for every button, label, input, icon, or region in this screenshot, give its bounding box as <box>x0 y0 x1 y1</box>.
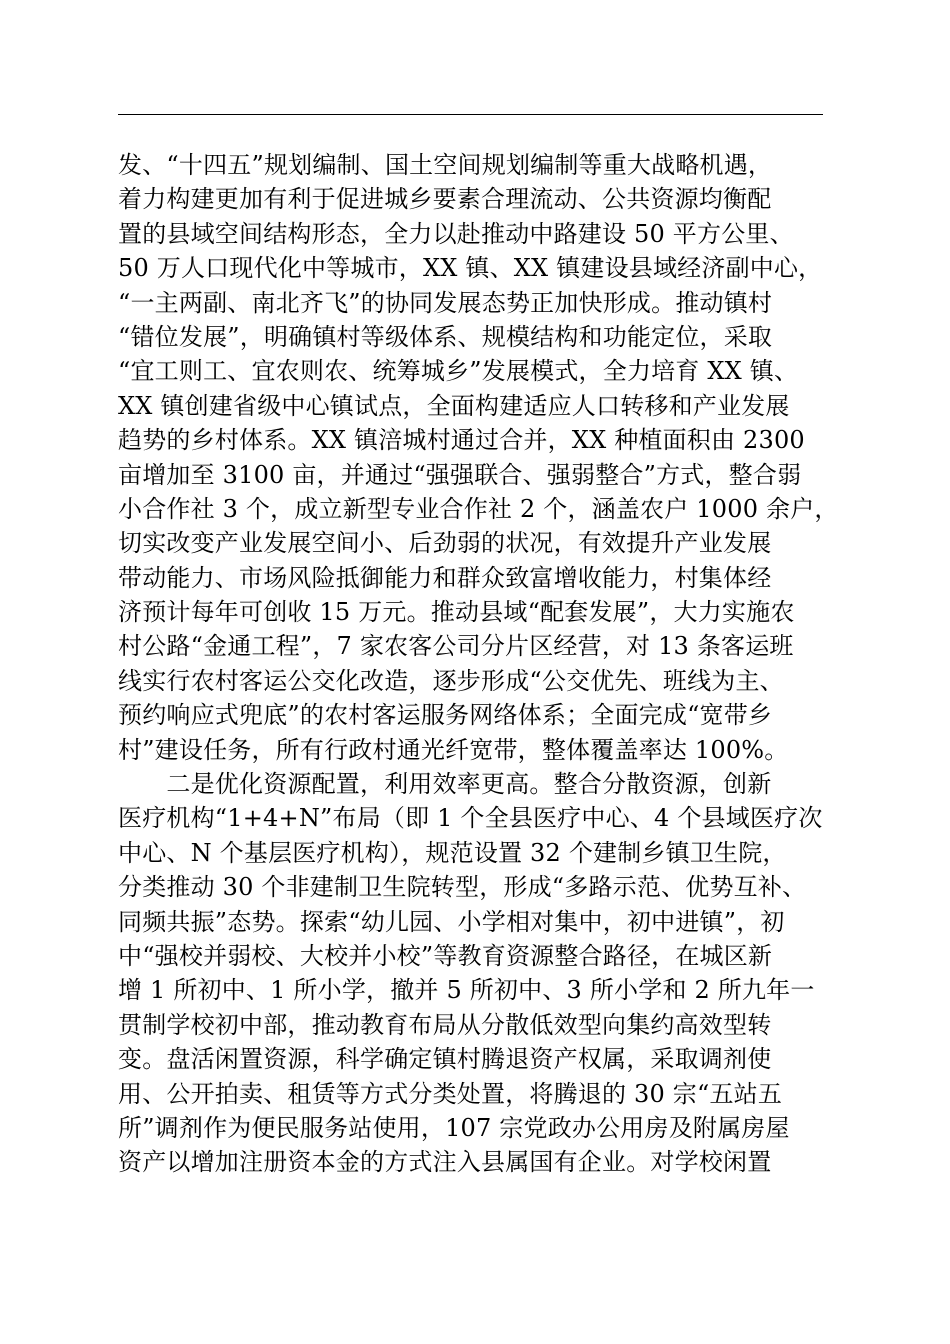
text-line: 置的县域空间结构形态，全力以赴推动中路建设 50 平方公里、 <box>118 219 794 248</box>
text-line: 济预计每年可创收 15 万元。推动县域“配套发展”，大力实施农 <box>118 598 795 627</box>
text-line: 贯制学校初中部，推动教育布局从分散低效型向集约高效型转 <box>118 1010 772 1039</box>
text-line: 趋势的乡村体系。XX 镇涪城村通过合并，XX 种植面积由 2300 <box>118 426 805 455</box>
header-rule <box>118 114 823 115</box>
text-line: 资产以增加注册资本金的方式注入县属国有企业。对学校闲置 <box>118 1148 772 1177</box>
document-body <box>118 148 839 1180</box>
text-line: 中“强校并弱校、大校并小校”等教育资源整合路径，在城区新 <box>118 941 773 970</box>
text-line: 分类推动 30 个非建制卫生院转型，形成“多路示范、优势互补、 <box>118 873 807 902</box>
text-line: 着力构建更加有利于促进城乡要素合理流动、公共资源均衡配 <box>118 185 772 214</box>
text-line: 发、“十四五”规划编制、国土空间规划编制等重大战略机遇， <box>118 151 773 179</box>
text-line: 医疗机构“1+4+N”布局（即 1 个全县医疗中心、4 个县域医疗次 <box>118 804 823 833</box>
text-line: 村公路“金通工程”，7 家农客公司分片区经营，对 13 条客运班 <box>118 632 794 661</box>
text-line: “一主两副、南北齐飞”的协同发展态势正加快形成。推动镇村 <box>118 288 773 317</box>
text-line: 50 万人口现代化中等城市，XX 镇、XX 镇建设县域经济副中心， <box>118 254 823 283</box>
text-line: 所”调剂作为便民服务站使用，107 宗党政办公用房及附属房屋 <box>118 1113 790 1142</box>
text-line: 带动能力、市场风险抵御能力和群众致富增收能力，村集体经 <box>118 563 772 592</box>
text-line: 切实改变产业发展空间小、后劲弱的状况，有效提升产业发展 <box>118 529 772 558</box>
text-line: 小合作社 3 个，成立新型专业合作社 2 个，涵盖农户 1000 余户， <box>118 494 839 523</box>
text-line: 变。盘活闲置资源，科学确定镇村腾退资产权属，采取调剂使 <box>118 1045 772 1074</box>
text-line: 亩增加至 3100 亩，并通过“强强联合、强弱整合”方式，整合弱 <box>118 460 802 489</box>
text-line: “宜工则工、宜农则农、统筹城乡”发展模式，全力培育 XX 镇、 <box>118 357 799 386</box>
text-line: 增 1 所初中、1 所小学，撤并 5 所初中、3 所小学和 2 所九年一 <box>118 976 815 1005</box>
text-line: 预约响应式兜底”的农村客运服务网络体系；全面完成“宽带乡 <box>118 701 773 730</box>
text-line: “错位发展”，明确镇村等级体系、规模结构和功能定位，采取 <box>118 322 773 351</box>
text-line: 线实行农村客运公交化改造，逐步形成“公交优先、班线为主、 <box>118 666 784 695</box>
text-line: 村”建设任务，所有行政村通光纤宽带，整体覆盖率达 100%。 <box>118 735 789 764</box>
text-line: XX 镇创建省级中心镇试点，全面构建适应人口转移和产业发展 <box>118 391 790 420</box>
text-line: 中心、N 个基层医疗机构），规范设置 32 个建制乡镇卫生院， <box>118 838 787 867</box>
text-line: 二是优化资源配置，利用效率更高。整合分散资源，创新 <box>118 770 772 799</box>
text-line: 同频共振”态势。探索“幼儿园、小学相对集中，初中进镇”，初 <box>118 907 785 936</box>
text-line: 用、公开拍卖、租赁等方式分类处置，将腾退的 30 宗“五站五 <box>118 1079 783 1108</box>
